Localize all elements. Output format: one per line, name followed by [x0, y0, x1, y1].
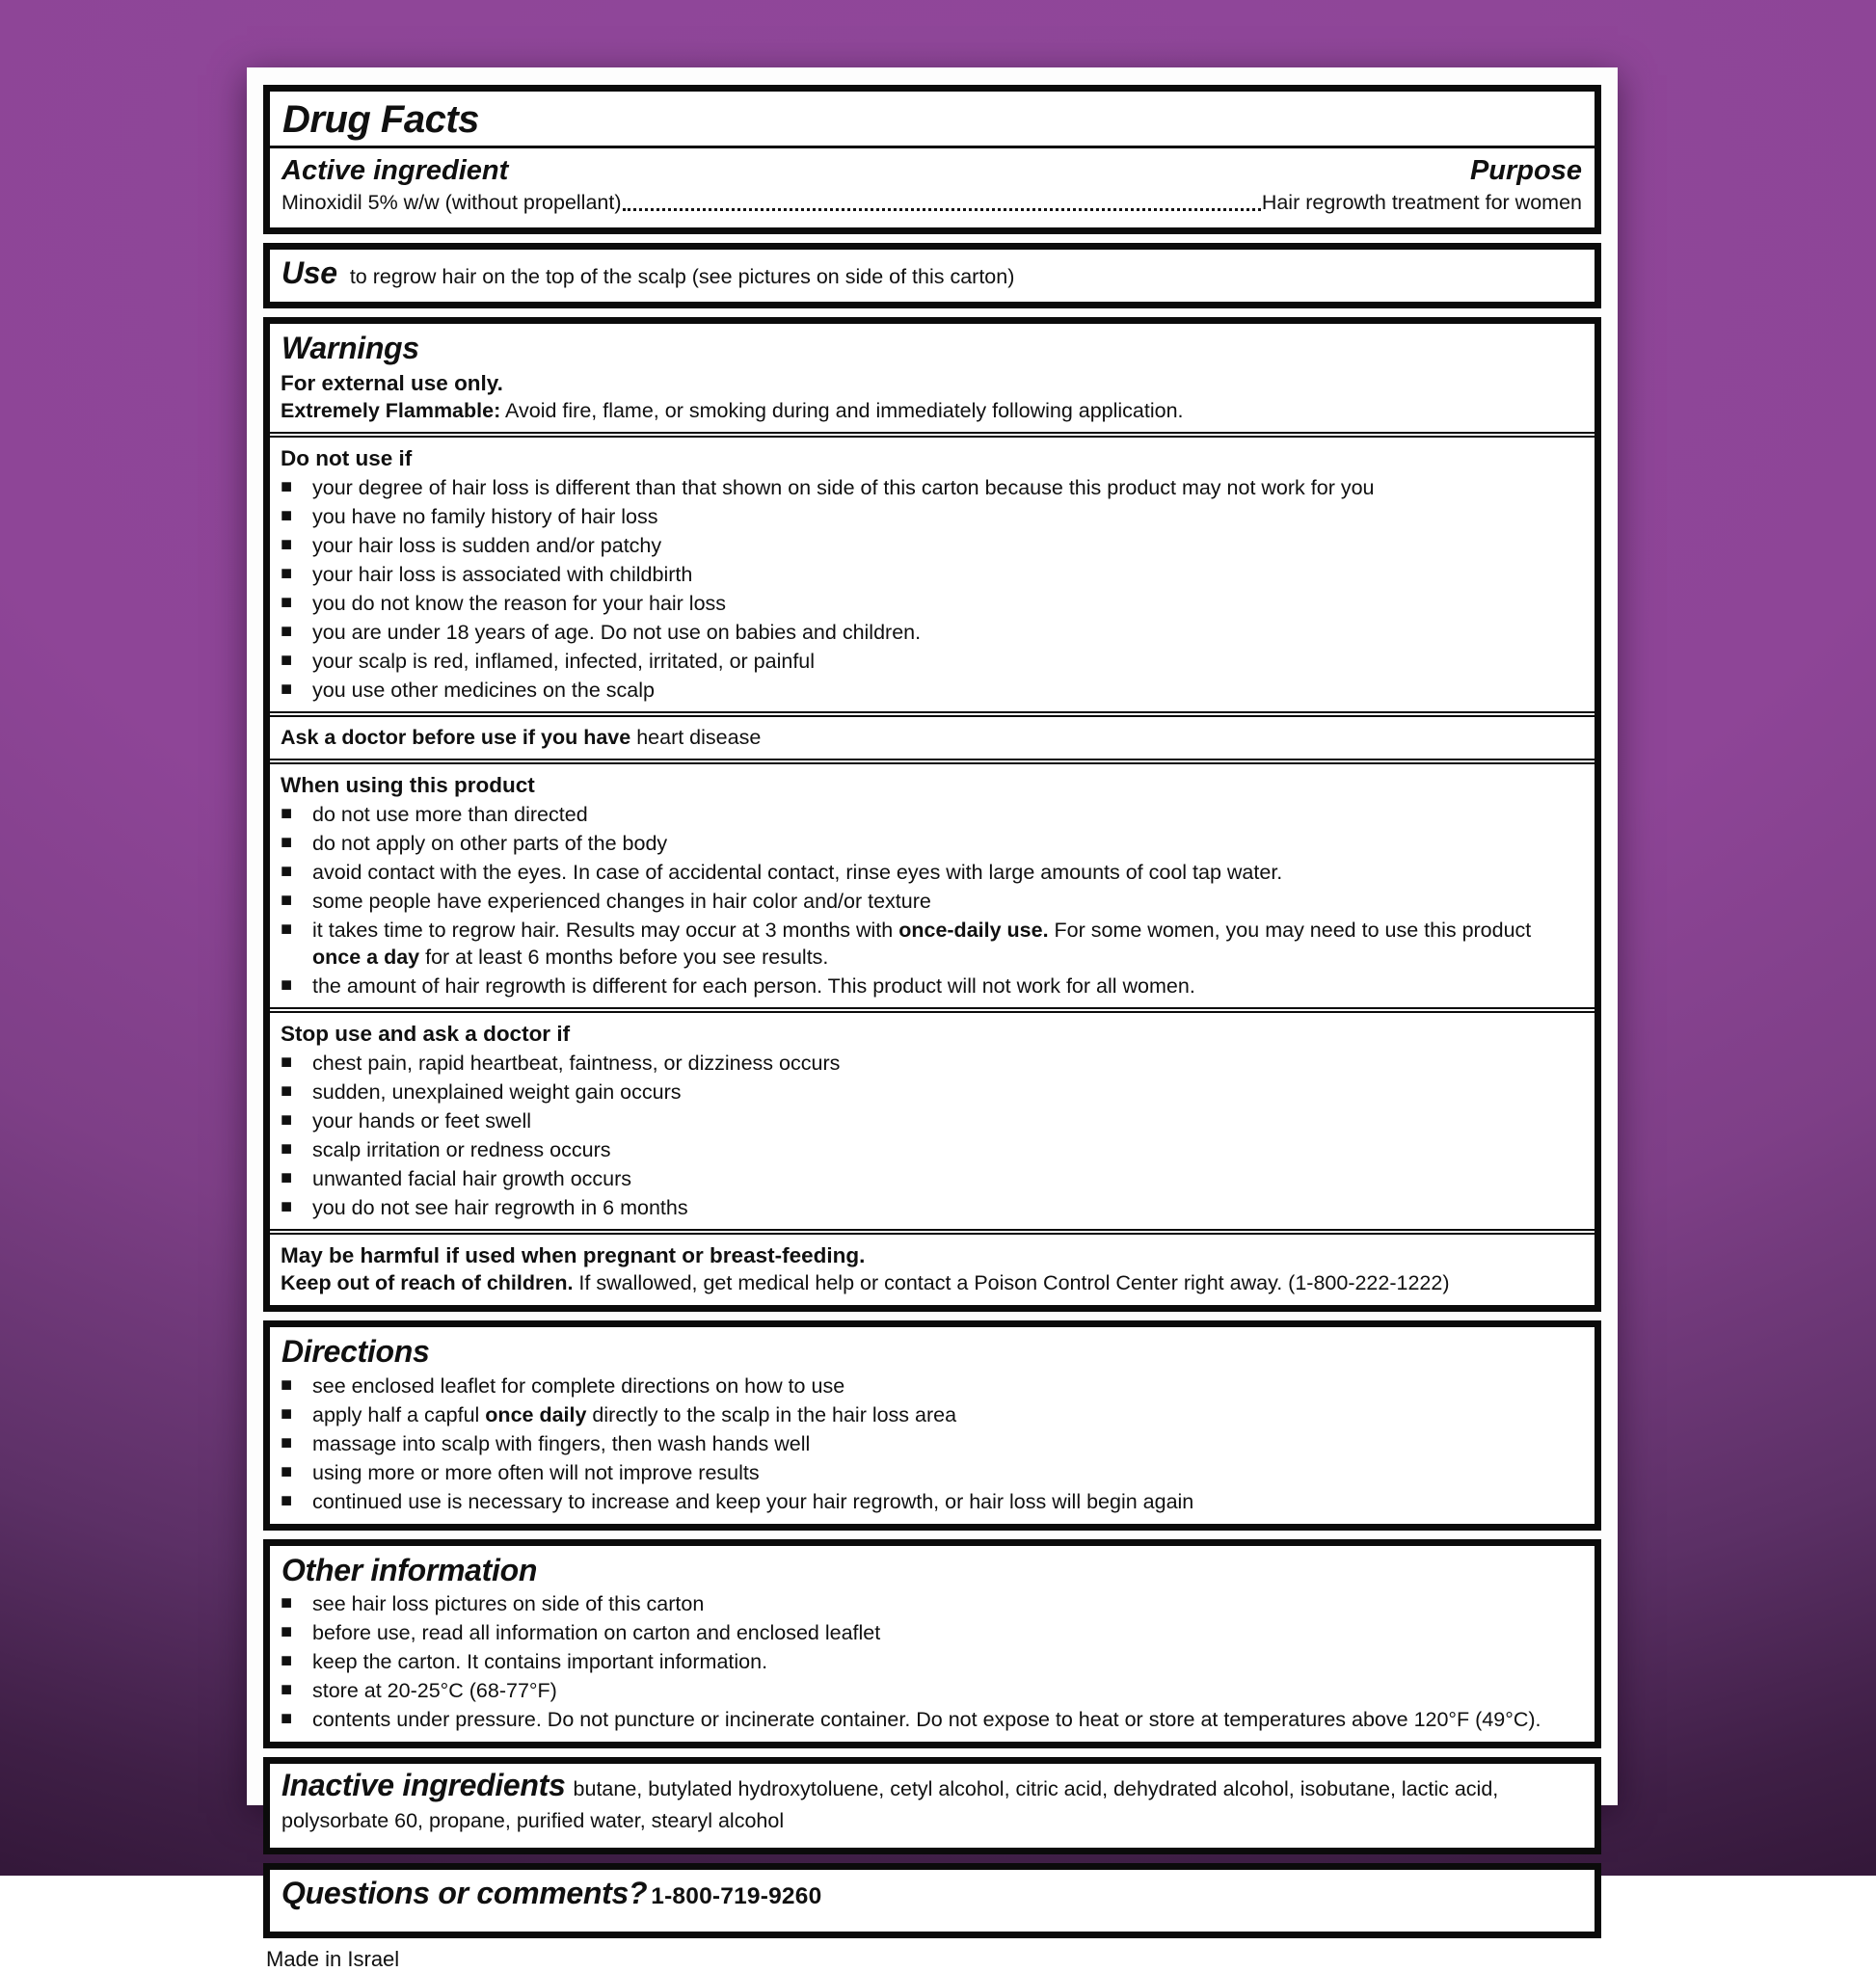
when-using-item: ■ avoid contact with the eyes. In case of accidental contact, rinse eyes with large amounts of cool tap water.: [281, 859, 1583, 886]
other-information-item: ■ before use, read all information on carton and enclosed leaflet: [281, 1619, 1583, 1646]
ask-doctor-label: Ask a doctor before use if you have: [281, 725, 631, 749]
use-heading: Use: [281, 255, 337, 291]
flammable-text: Avoid fire, flame, or smoking during and immediately following application.: [505, 398, 1184, 422]
questions-box: [263, 1863, 1601, 1938]
do-not-use-item: ■ you are under 18 years of age. Do not use on babies and children.: [281, 619, 1583, 646]
directions-item: ■ massage into scalp with fingers, then wash hands well: [281, 1430, 1583, 1457]
flammable-line: [281, 397, 1583, 424]
questions-line: [281, 1878, 1583, 1910]
purpose-value: Hair regrowth treatment for women: [1261, 191, 1582, 215]
stop-use-item: ■ chest pain, rapid heartbeat, faintness, or dizziness occurs: [281, 1050, 1583, 1077]
stop-use-heading: Stop use and ask a doctor if: [281, 1021, 571, 1046]
directions-item: ■ see enclosed leaflet for complete directions on how to use: [281, 1372, 1583, 1399]
do-not-use-item: ■ your hair loss is sudden and/or patchy: [281, 532, 1583, 559]
external-use-line: For external use only.: [281, 370, 503, 395]
when-using-item: ■ do not apply on other parts of the body: [281, 830, 1583, 857]
inactive-ingredients-line: [281, 1770, 1583, 1837]
ingredient-name: Minoxidil 5% w/w (without propellant): [281, 191, 622, 215]
use-row: [281, 255, 1583, 291]
divider: [270, 759, 1595, 764]
do-not-use-item: ■ your hair loss is associated with childbirth: [281, 561, 1583, 588]
directions-item: ■ continued use is necessary to increase and keep your hair regrowth, or hair loss will begin again: [281, 1488, 1583, 1515]
divider: [270, 432, 1595, 438]
keep-out-label: Keep out of reach of children.: [281, 1270, 574, 1294]
other-information-item: ■ contents under pressure. Do not puncture or incinerate container. Do not expose to heat or store at temperatures above 120°F (49°C).: [281, 1706, 1583, 1733]
inactive-ingredients-heading: Inactive ingredients: [281, 1768, 566, 1803]
other-information-box: [263, 1539, 1601, 1749]
flammable-label: Extremely Flammable:: [281, 398, 501, 422]
other-information-item: ■ store at 20-25°C (68-77°F): [281, 1677, 1583, 1704]
ingredient-purpose-line: [281, 189, 1582, 216]
do-not-use-item: ■ your scalp is red, inflamed, infected, irritated, or painful: [281, 648, 1583, 675]
do-not-use-item: ■ you do not know the reason for your hair loss: [281, 590, 1583, 617]
when-using-item: ■ the amount of hair regrowth is different for each person. This product will not work for all women.: [281, 973, 1583, 999]
warnings-intro: [281, 331, 1583, 424]
other-information-list: [281, 1590, 1583, 1733]
directions-heading: Directions: [281, 1333, 430, 1369]
active-ingredient-heading: Active ingredient: [281, 154, 509, 186]
use-text: to regrow hair on the top of the scalp (see pictures on side of this carton): [349, 265, 1015, 289]
drug-facts-header-box: [263, 85, 1601, 234]
pregnancy-section: [281, 1241, 1583, 1296]
stop-use-list: [281, 1050, 1583, 1221]
divider: [270, 1007, 1595, 1013]
stop-use-item: ■ scalp irritation or redness occurs: [281, 1136, 1583, 1163]
keep-out-line: [281, 1269, 1583, 1296]
other-information-heading: Other information: [281, 1552, 538, 1587]
stop-use-item: ■ unwanted facial hair growth occurs: [281, 1165, 1583, 1192]
do-not-use-section: [281, 444, 1583, 704]
stop-use-item: ■ your hands or feet swell: [281, 1107, 1583, 1134]
do-not-use-item: ■ you have no family history of hair loss: [281, 503, 1583, 530]
do-not-use-heading: Do not use if: [281, 445, 413, 470]
do-not-use-item: ■ your degree of hair loss is different than that shown on side of this carton because this product may not work for you: [281, 474, 1583, 501]
warnings-box: [263, 317, 1601, 1312]
other-information-item: ■ keep the carton. It contains important information.: [281, 1648, 1583, 1675]
purpose-heading: Purpose: [1469, 154, 1582, 186]
directions-item-apply: ■ apply half a capful once daily directly to the scalp in the hair loss area: [281, 1401, 1583, 1428]
warnings-heading: Warnings: [281, 330, 419, 365]
pregnant-line: May be harmful if used when pregnant or breast-feeding.: [281, 1242, 866, 1267]
when-using-item: ■ do not use more than directed: [281, 801, 1583, 828]
ask-doctor-line: [281, 724, 1583, 751]
when-using-list: [281, 801, 1583, 999]
directions-item: ■ using more or more often will not improve results: [281, 1459, 1583, 1486]
ask-doctor-text: heart disease: [636, 725, 762, 749]
when-using-item-regrow: ■ it takes time to regrow hair. Results may occur at 3 months with once-daily use. For some women, you may need to use this product once a day for at least 6 months before you see results.: [281, 917, 1583, 971]
stop-use-section: [281, 1020, 1583, 1221]
questions-phone: 1-800-719-9260: [651, 1883, 822, 1910]
do-not-use-list: [281, 474, 1583, 704]
when-using-heading: When using this product: [281, 772, 535, 797]
drug-facts-title: Drug Facts: [282, 98, 479, 141]
dotted-leader: [623, 208, 1261, 211]
other-information-item: ■ see hair loss pictures on side of this carton: [281, 1590, 1583, 1617]
questions-heading: Questions or comments?: [281, 1876, 648, 1911]
inactive-ingredients-box: [263, 1757, 1601, 1854]
made-in-text: Made in Israel: [266, 1947, 400, 1972]
divider: [270, 146, 1595, 148]
use-box: [263, 243, 1601, 308]
stop-use-item: ■ you do not see hair regrowth in 6 months: [281, 1194, 1583, 1221]
directions-box: [263, 1320, 1601, 1531]
when-using-section: [281, 771, 1583, 999]
keep-out-text: If swallowed, get medical help or contact a Poison Control Center right away. (1-800-222-1222): [578, 1270, 1450, 1294]
drug-facts-label-card: [247, 67, 1618, 1972]
divider: [270, 711, 1595, 717]
stop-use-item: ■ sudden, unexplained weight gain occurs: [281, 1079, 1583, 1106]
do-not-use-item: ■ you use other medicines on the scalp: [281, 677, 1583, 704]
directions-list: [281, 1372, 1583, 1515]
divider: [270, 1229, 1595, 1235]
active-ingredient-row: [281, 155, 1582, 187]
when-using-item: ■ some people have experienced changes in hair color and/or texture: [281, 888, 1583, 915]
inactive-ingredients-text: butane, butylated hydroxytoluene, cetyl alcohol, citric acid, dehydrated alcohol, isobutane, lactic acid, polysorbate 60, propane, purified water, stearyl alcohol: [281, 1777, 1499, 1833]
